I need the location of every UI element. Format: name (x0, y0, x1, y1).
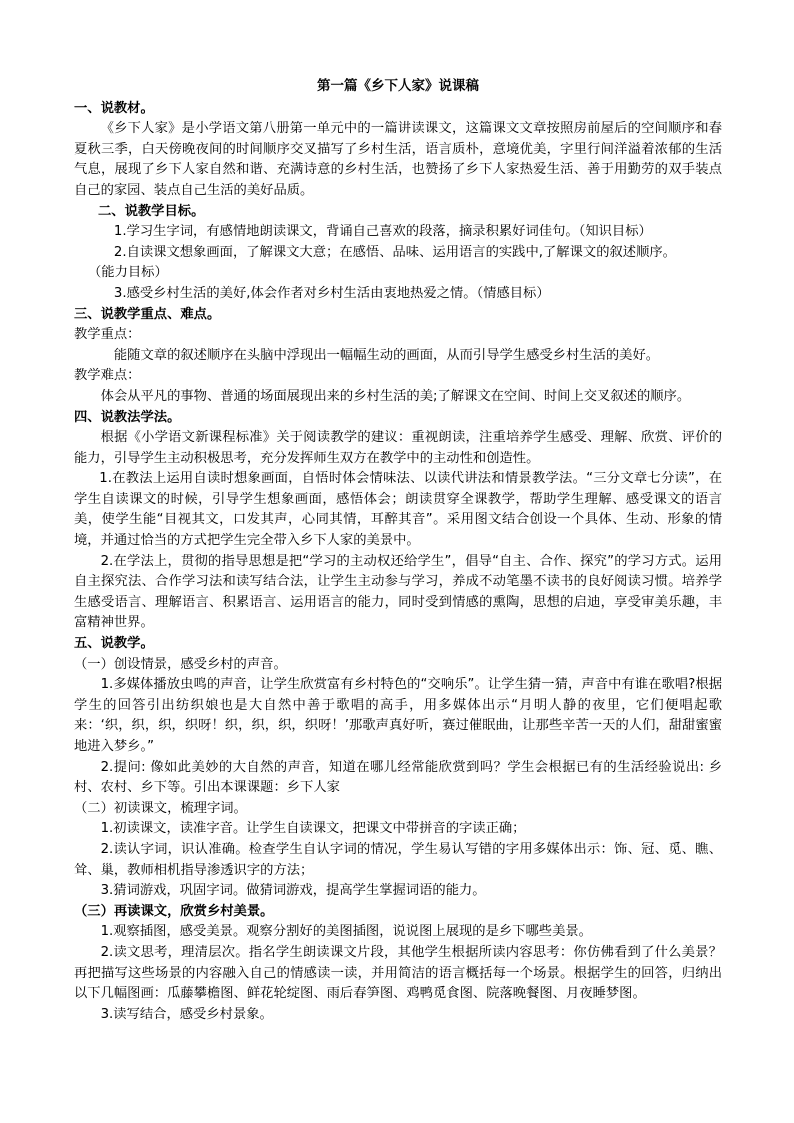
paragraph: 根据《小学语文新课程标准》关于阅读教学的建议：重视朗读，注重培养学生感受、理解、欣赏、评价的能力，引导学生主动积极思考，充分发挥师生双方在教学中的主动性和创造性。 (74, 430, 722, 466)
key-label: 教学重点： (74, 327, 141, 343)
paragraph: 能随文章的叙述顺序在头脑中浮现出一幅幅生动的画面，从而引导学生感受乡村生活的美好。 (113, 347, 660, 363)
document-body (74, 76, 722, 1025)
paragraph: 2.提问: 像如此美妙的大自然的声音，知道在哪儿经常能欣赏到吗？学生会根据已有的生活经验说出: 乡村、农村、乡下等。引出本课课题：乡下人家 (74, 759, 722, 796)
section-heading-3: 三、说教学重点、难点。 (74, 306, 221, 322)
section-heading-2: 二、说教学目标。 (98, 203, 205, 219)
document-title: 第一篇《乡下人家》说课稿 (317, 78, 479, 94)
goal-item: 1.学习生字词，有感情地朗读课文，背诵自己喜欢的段落，摘录积累好词佳句。（知识目标） (113, 224, 652, 240)
paragraph: 1.在教法上运用自读时想象画面，自悟时体会情味法、以读代讲法和情景教学法。“三分文章七分读”，在学生自读课文的时候，引导学生想象画面，感悟体会；朗读贯穿全课教学，帮助学生理解、感受课文的语言美，使学生能“目视其文，口发其声，心同其情，耳醉其音”。采用图文结合创设一个具体、生动、形象的情境，并通过恰当的方式把学生完全带入乡下人家的美景中。 (74, 471, 722, 549)
paragraph: 2.读认字词，识认准确。检查学生自认字词的情况，学生易认写错的字用多媒体出示：饰、冠、觅、瞧、耸、巢，教师相机指导渗透识字的方法； (74, 841, 722, 878)
paragraph: 《乡下人家》是小学语文第八册第一单元中的一篇讲读课文，这篇课文文章按照房前屋后的空间顺序和春夏秋三季，白天傍晚夜间的时间顺序交叉描写了乡村生活，语言质朴，意境优美，字里行间洋溢着浓郁的生活气息，展现了乡下人家自然和谐、充满诗意的乡村生活，也赞扬了乡下人家热爱生活、善于用勤劳的双手装点自己的家园、装点自己生活的美好品质。 (74, 121, 722, 198)
difficulty-label: 教学难点： (74, 368, 141, 384)
goal-item-note: （能力目标） (88, 265, 168, 281)
goal-item: 2.自读课文想象画面，了解课文大意；在感悟、品味、运用语言的实践中,了解课文的叙述顺序。 (113, 244, 676, 260)
subsection-title: （一）创设情景，感受乡村的声音。 (74, 656, 287, 672)
goal-item: 3.感受乡村生活的美好,体会作者对乡村生活由衷地热爱之情。（情感目标） (113, 285, 550, 301)
paragraph: 1.观察插图，感受美景。观察分割好的美图插图，说说图上展现的是乡下哪些美景。 (100, 924, 592, 940)
subsection-title: （二）初读课文，梳理字词。 (74, 800, 247, 816)
paragraph: 3.猜词游戏，巩固字词。做猜词游戏，提高学生掌握词语的能力。 (100, 883, 486, 899)
section-heading-5: 五、说教学。 (74, 636, 154, 652)
paragraph: 体会从平凡的事物、普通的场面展现出来的乡村生活的美;了解课文在空间、时间上交叉叙述的顺序。 (100, 388, 691, 404)
paragraph: 2.读文思考，理清层次。指名学生朗读课文片段，其他学生根据所读内容思考：你仿佛看到了什么美景？再把描写这些场景的内容融入自己的情感读一读，并用简洁的语言概括每一个场景。根据学生的回答，归纳出以下几幅图画：瓜藤攀檐图、鲜花轮绽图、雨后春笋图、鸡鸭觅食图、院落晚餐图、月夜睡梦图。 (74, 944, 722, 1002)
subsection-title: （三）再读课文，欣赏乡村美景。 (74, 903, 274, 919)
section-heading-4: 四、说教法学法。 (74, 409, 181, 425)
paragraph: 1.多媒体播放虫鸣的声音，让学生欣赏富有乡村特色的“交响乐”。让学生猜一猜，声音中有谁在歌唱?根据学生的回答引出纺织娘也是大自然中善于歌唱的高手，用多媒体出示“月明人静的夜里，它们便唱起歌来：‘织，织，织，织呀！织，织，织，织呀！’那歌声真好听，赛过催眠曲，让那些辛苦一天的人们，甜甜蜜蜜地进入梦乡。” (74, 677, 722, 754)
section-heading-1: 一、说教材。 (74, 100, 154, 116)
paragraph: 1.初读课文，读准字音。让学生自读课文，把课文中带拼音的字读正确； (100, 821, 526, 837)
paragraph: 3.读写结合，感受乡村景象。 (100, 1006, 273, 1022)
paragraph: 2.在学法上，贯彻的指导思想是把“学习的主动权还给学生”，倡导“自主、合作、探究”的学习方式。运用自主探究法、合作学习法和读写结合法，让学生主动参与学习，养成不动笔墨不读书的良好阅读习惯。培养学生感受语言、理解语言、积累语言、运用语言的能力，同时受到情感的熏陶，思想的启迪，享受审美乐趣，丰富精神世界。 (74, 553, 722, 631)
